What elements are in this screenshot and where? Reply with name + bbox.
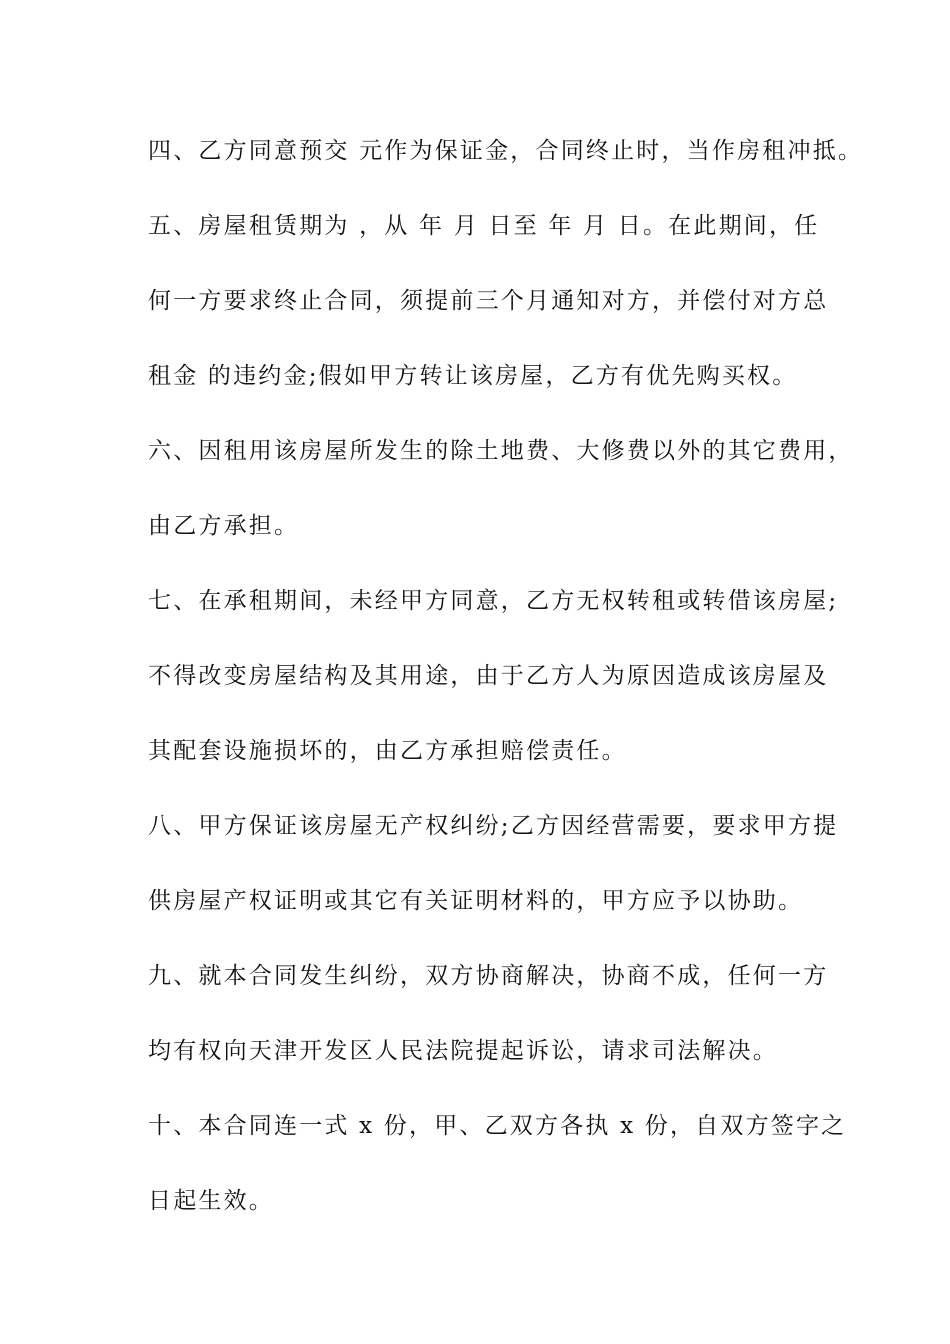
clause-7-line-1: 七、在承租期间，未经甲方同意，乙方无权转租或转借该房屋;	[148, 588, 839, 614]
clause-8-line-2: 供房屋产权证明或其它有关证明材料的，甲方应予以协助。	[148, 888, 804, 914]
clause-4-line-1: 四、乙方同意预交 元作为保证金，合同终止时，当作房租冲抵。	[148, 138, 864, 164]
clause-9-line-1: 九、就本合同发生纠纷，双方协商解决，协商不成，任何一方	[148, 963, 829, 989]
clause-8-line-1: 八、甲方保证该房屋无产权纠纷;乙方因经营需要，要求甲方提	[148, 813, 839, 839]
clause-6-line-2: 由乙方承担。	[148, 513, 300, 539]
clause-6-line-1: 六、因租用该房屋所发生的除土地费、大修费以外的其它费用，	[148, 438, 854, 464]
clause-9-line-2: 均有权向天津开发区人民法院提起诉讼，请求司法解决。	[148, 1038, 778, 1064]
clause-10-line-1: 十、本合同连一式 x 份，甲、乙双方各执 x 份，自双方签字之	[148, 1113, 847, 1139]
clause-5-line-2: 何一方要求终止合同，须提前三个月通知对方，并偿付对方总	[148, 288, 829, 314]
clause-5-line-3: 租金 的违约金;假如甲方转让该房屋，乙方有优先购买权。	[148, 363, 798, 389]
clause-7-line-2: 不得改变房屋结构及其用途，由于乙方人为原因造成该房屋及	[148, 663, 829, 689]
clause-10-line-2: 日起生效。	[148, 1188, 274, 1214]
clause-5-line-1: 五、房屋租赁期为 ，从 年 月 日至 年 月 日。在此期间，任	[148, 213, 820, 239]
clause-7-line-3: 其配套设施损坏的，由乙方承担赔偿责任。	[148, 738, 627, 764]
